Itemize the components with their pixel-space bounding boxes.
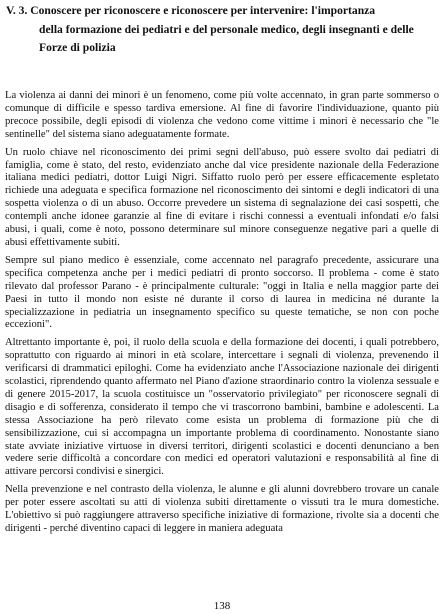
section-heading-line-1: V. 3. Conoscere per riconoscere e riconoscere per intervenire: l'importanza bbox=[6, 4, 376, 17]
paragraph-3: Sempre sul piano medico è essenziale, come accennato nel paragrafo precedente, assicurare una specifica competenza anche per i medici pediatri di pronto soccorso. Il problema - come è stato rilevato dal professor Parano - è principalmente culturale: "oggi in Italia e nella maggior parte dei Paesi in tutto il mondo non esiste né durante il corso di laurea in medicina né durante la specializzazione in pediatria un insegnamento specifico su queste tematiche, se non con poche eccezioni". bbox=[5, 254, 439, 331]
section-heading-line-2: della formazione dei pediatri e del personale medico, degli insegnanti e delle bbox=[39, 22, 414, 36]
paragraph-1: La violenza ai danni dei minori è un fenomeno, come più volte accennato, in gran parte sommerso o comunque di difficile e spesso tardiva emersione. Al fine di favorire l'individuazione, quanto più precoce possibile, degli episodi di violenza che vedono come vittime i minori è necessario che "le sentinelle" del sistema siano adeguatamente formate. bbox=[5, 90, 439, 140]
body-text bbox=[5, 90, 439, 541]
paragraph-4: Altrettanto importante è, poi, il ruolo della scuola e della formazione dei docenti, i quali potrebbero, soprattutto con riguardo ai minori in età scolare, intercettare i segnali di violenza, prevenendo il verificarsi di drammatici epiloghi. Come ha evidenziato anche l'Associazione nazionale dei dirigenti scolastici, riprendendo quanto affermato nel Piano d'azione straordinario contro la violenza sessuale e di genere 2015-2017, la scuola costituisce un "osservatorio privilegiato" per riconoscere segnali di disagio e di sofferenza, considerato il tempo che vi trascorrono bambini, bambine e adolescenti. La stessa Associazione ha però rilevato come esista un problema di formazione più che di sensibilizzazione, cui si accompagna un importante problema di coordinamento. Nonostante siano state avviate iniziative virtuose in diversi territori, dirigenti scolastici e docenti denunciano a ben vedere serie difficoltà a concordare con medici ed operatori valutazioni e responsabilità al fine di attivare percorsi condivisi e sinergici. bbox=[5, 337, 439, 478]
page-number: 138 bbox=[213, 600, 231, 612]
paragraph-5: Nella prevenzione e nel contrasto della violenza, le alunne e gli alunni dovrebbero trovare un canale per poter essere ascoltati su atti di violenza subiti direttamente o vissuti tra le mura domestiche. L'obiettivo si può raggiungere attraverso specifiche iniziative di formazione, rivolte sia a docenti che dirigenti - perché diventino capaci di leggere in maniera adeguata bbox=[5, 484, 439, 534]
section-heading bbox=[6, 2, 440, 58]
section-heading-line-3: Forze di polizia bbox=[39, 41, 116, 54]
paragraph-2: Un ruolo chiave nel riconoscimento dei primi segni dell'abuso, può essere svolto dai pediatri di famiglia, come è stato, del resto, evidenziato anche dal vice presidente nazionale della Federazione italiana medici pediatri, dottor Luigi Nigri. Siffatto ruolo però per essere efficacemente espletato richiede una adeguata e specifica formazione nel riconoscimento dei sintomi e degli indicatori di una sospetta violenza o di un abuso. Occorre prevedere un sistema di segnalazione dei casi sospetti, che contempli anche idonee garanzie al fine di evitare i rischi connessi a eventuali infondati e/o falsi abusi, i quali, come è noto, possono determinare sul minore conseguenze negative pari a quelle di abusi effettivamente subiti. bbox=[5, 146, 439, 248]
